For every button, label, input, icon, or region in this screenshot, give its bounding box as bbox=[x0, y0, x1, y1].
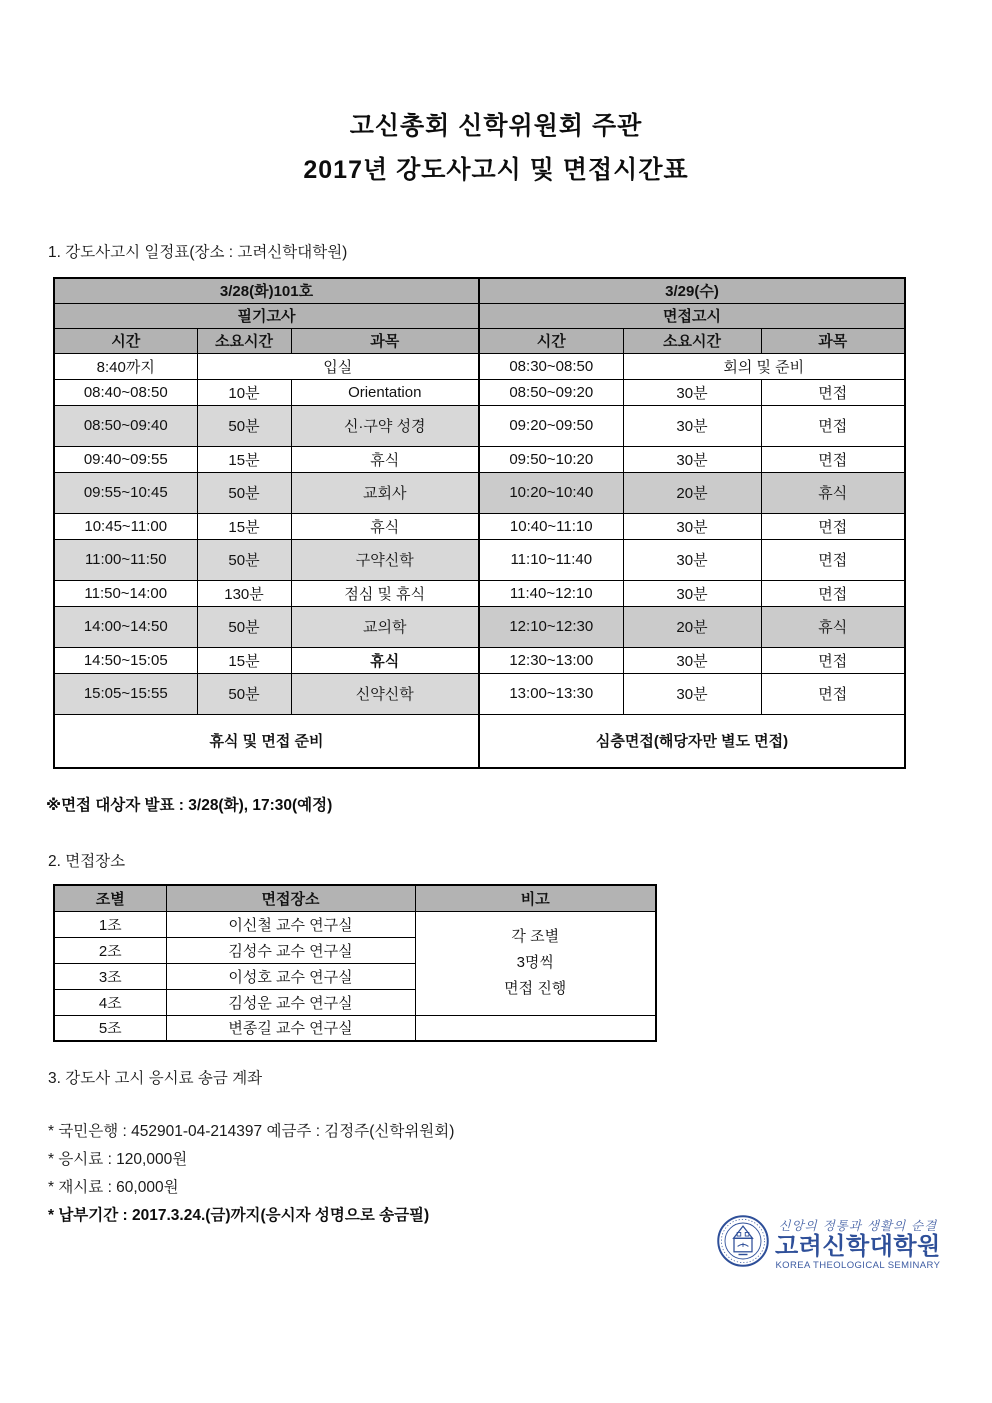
cell-subject: 면접 bbox=[761, 673, 905, 714]
cell-place: 변종길 교수 연구실 bbox=[166, 1015, 415, 1041]
cell-time: 12:30~13:00 bbox=[479, 647, 623, 673]
cell-time: 09:40~09:55 bbox=[54, 446, 197, 472]
payment-info bbox=[48, 1118, 454, 1230]
seminary-name-korean: 고려신학대학원 bbox=[775, 1233, 941, 1260]
schedule-column-header-row bbox=[54, 328, 905, 353]
cell-time: 13:00~13:30 bbox=[479, 673, 623, 714]
cell-time: 09:55~10:45 bbox=[54, 472, 197, 513]
cell-subject: 신약신학 bbox=[291, 673, 479, 714]
cell-duration: 30분 bbox=[623, 405, 761, 446]
rooms-col-remark: 비고 bbox=[415, 885, 656, 911]
cell-subject: 휴식 bbox=[761, 606, 905, 647]
day-left-header: 3/28(화)101호 bbox=[54, 278, 479, 303]
col-header-time-right: 시간 bbox=[479, 328, 623, 353]
cell-time: 14:50~15:05 bbox=[54, 647, 197, 673]
schedule-row bbox=[54, 405, 905, 446]
exam-schedule-table bbox=[53, 277, 906, 769]
section2-heading: 2. 면접장소 bbox=[48, 853, 126, 870]
cell-subject: Orientation bbox=[291, 379, 479, 405]
schedule-row bbox=[54, 446, 905, 472]
cell-time: 15:05~15:55 bbox=[54, 673, 197, 714]
cell-subject: 점심 및 휴식 bbox=[291, 580, 479, 606]
footer-left-cell: 휴식 및 면접 준비 bbox=[54, 714, 479, 768]
cell-time: 10:40~11:10 bbox=[479, 513, 623, 539]
cell-duration: 30분 bbox=[623, 647, 761, 673]
cell-place: 김성운 교수 연구실 bbox=[166, 989, 415, 1015]
cell-subject: 휴식 bbox=[291, 446, 479, 472]
payment-line-bank: * 국민은행 : 452901-04-214397 예금주 : 김정주(신학위원회) bbox=[48, 1123, 455, 1140]
rooms-row bbox=[54, 1015, 656, 1041]
rooms-remark-empty-cell bbox=[415, 1015, 656, 1041]
cell-subject: 면접 bbox=[761, 513, 905, 539]
cell-subject: 휴식 bbox=[761, 472, 905, 513]
cell-time: 10:20~10:40 bbox=[479, 472, 623, 513]
cell-subject: 교회사 bbox=[291, 472, 479, 513]
cell-time: 11:40~12:10 bbox=[479, 580, 623, 606]
cell-duration: 20분 bbox=[623, 472, 761, 513]
cell-duration: 10분 bbox=[197, 379, 291, 405]
footer-right-cell: 심층면접(해당자만 별도 면접) bbox=[479, 714, 905, 768]
col-header-time-left: 시간 bbox=[54, 328, 197, 353]
cell-duration: 50분 bbox=[197, 606, 291, 647]
cell-duration: 15분 bbox=[197, 446, 291, 472]
day-right-header: 3/29(수) bbox=[479, 278, 905, 303]
schedule-row bbox=[54, 673, 905, 714]
cell-place: 이신철 교수 연구실 bbox=[166, 911, 415, 937]
col-header-duration-left: 소요시간 bbox=[197, 328, 291, 353]
cell-subject: 휴식 bbox=[291, 513, 479, 539]
examtype-left-header: 필기고사 bbox=[54, 303, 479, 328]
seminary-seal-icon bbox=[716, 1214, 770, 1273]
payment-line-retake-fee: * 재시료 : 60,000원 bbox=[48, 1179, 179, 1196]
schedule-row bbox=[54, 606, 905, 647]
cell-subject: 면접 bbox=[761, 379, 905, 405]
remark-line: 3명씩 bbox=[516, 954, 554, 971]
cell-group: 3조 bbox=[54, 963, 166, 989]
remark-line: 면접 진행 bbox=[504, 980, 567, 997]
cell-time: 11:50~14:00 bbox=[54, 580, 197, 606]
cell-duration: 50분 bbox=[197, 405, 291, 446]
cell-place: 이성호 교수 연구실 bbox=[166, 963, 415, 989]
schedule-examtype-header-row bbox=[54, 303, 905, 328]
cell-subject: 휴식 bbox=[291, 647, 479, 673]
cell-subject: 구약신학 bbox=[291, 539, 479, 580]
cell-time: 12:10~12:30 bbox=[479, 606, 623, 647]
seminary-logo bbox=[716, 1214, 941, 1273]
cell-time: 08:40~08:50 bbox=[54, 379, 197, 405]
rooms-col-place: 면접장소 bbox=[166, 885, 415, 911]
cell-time: 08:50~09:20 bbox=[479, 379, 623, 405]
cell-subject: 면접 bbox=[761, 580, 905, 606]
remark-line: 각 조별 bbox=[511, 928, 560, 945]
schedule-row bbox=[54, 580, 905, 606]
cell-time: 11:00~11:50 bbox=[54, 539, 197, 580]
payment-line-fee: * 응시료 : 120,000원 bbox=[48, 1151, 188, 1168]
cell-place: 김성수 교수 연구실 bbox=[166, 937, 415, 963]
cell-entry-right-time: 08:30~08:50 bbox=[479, 353, 623, 379]
schedule-entry-row bbox=[54, 353, 905, 379]
interview-announcement-note: ※면접 대상자 발표 : 3/28(화), 17:30(예정) bbox=[46, 797, 333, 814]
cell-subject: 면접 bbox=[761, 405, 905, 446]
cell-entry-left-time: 8:40까지 bbox=[54, 353, 197, 379]
seminary-slogan: 신앙의 정통과 생활의 순결 bbox=[778, 1218, 938, 1233]
cell-subject: 신·구약 성경 bbox=[291, 405, 479, 446]
cell-subject: 면접 bbox=[761, 539, 905, 580]
cell-time: 08:50~09:40 bbox=[54, 405, 197, 446]
payment-line-deadline: * 납부기간 : 2017.3.24.(금)까지(응시자 성명으로 송금필) bbox=[48, 1207, 430, 1224]
cell-duration: 50분 bbox=[197, 472, 291, 513]
seminary-name-english: KOREA THEOLOGICAL SEMINARY bbox=[775, 1260, 941, 1271]
title-line-1: 고신총회 신학위원회 주관 bbox=[349, 112, 643, 140]
cell-time: 10:45~11:00 bbox=[54, 513, 197, 539]
schedule-footer-row bbox=[54, 714, 905, 768]
schedule-row bbox=[54, 647, 905, 673]
document-title bbox=[0, 104, 992, 192]
cell-duration: 30분 bbox=[623, 539, 761, 580]
cell-duration: 50분 bbox=[197, 673, 291, 714]
cell-duration: 15분 bbox=[197, 647, 291, 673]
examtype-right-header: 면접고시 bbox=[479, 303, 905, 328]
section3-heading: 3. 강도사 고시 응시료 송금 계좌 bbox=[48, 1070, 263, 1087]
cell-duration: 15분 bbox=[197, 513, 291, 539]
col-header-subject-right: 과목 bbox=[761, 328, 905, 353]
schedule-row bbox=[54, 513, 905, 539]
interview-rooms-table bbox=[53, 884, 657, 1042]
rooms-row bbox=[54, 911, 656, 937]
rooms-remark-cell bbox=[415, 911, 656, 1015]
cell-duration: 30분 bbox=[623, 379, 761, 405]
cell-duration: 20분 bbox=[623, 606, 761, 647]
cell-entry-right-activity: 회의 및 준비 bbox=[623, 353, 905, 379]
cell-duration: 50분 bbox=[197, 539, 291, 580]
cell-group: 5조 bbox=[54, 1015, 166, 1041]
cell-subject: 면접 bbox=[761, 446, 905, 472]
title-line-2: 2017년 강도사고시 및 면접시간표 bbox=[303, 156, 689, 184]
cell-duration: 30분 bbox=[623, 446, 761, 472]
cell-duration: 30분 bbox=[623, 513, 761, 539]
schedule-row bbox=[54, 539, 905, 580]
cell-time: 11:10~11:40 bbox=[479, 539, 623, 580]
cell-subject: 면접 bbox=[761, 647, 905, 673]
rooms-col-group: 조별 bbox=[54, 885, 166, 911]
cell-duration: 130분 bbox=[197, 580, 291, 606]
cell-subject: 교의학 bbox=[291, 606, 479, 647]
schedule-day-header-row bbox=[54, 278, 905, 303]
rooms-header-row bbox=[54, 885, 656, 911]
cell-group: 4조 bbox=[54, 989, 166, 1015]
cell-duration: 30분 bbox=[623, 673, 761, 714]
section1-heading: 1. 강도사고시 일정표(장소 : 고려신학대학원) bbox=[48, 244, 348, 261]
col-header-subject-left: 과목 bbox=[291, 328, 479, 353]
schedule-row bbox=[54, 472, 905, 513]
cell-time: 14:00~14:50 bbox=[54, 606, 197, 647]
cell-group: 1조 bbox=[54, 911, 166, 937]
schedule-row bbox=[54, 379, 905, 405]
seminary-logo-text bbox=[775, 1216, 941, 1271]
cell-group: 2조 bbox=[54, 937, 166, 963]
cell-time: 09:20~09:50 bbox=[479, 405, 623, 446]
cell-entry-left-activity: 입실 bbox=[197, 353, 479, 379]
cell-duration: 30분 bbox=[623, 580, 761, 606]
cell-time: 09:50~10:20 bbox=[479, 446, 623, 472]
col-header-duration-right: 소요시간 bbox=[623, 328, 761, 353]
